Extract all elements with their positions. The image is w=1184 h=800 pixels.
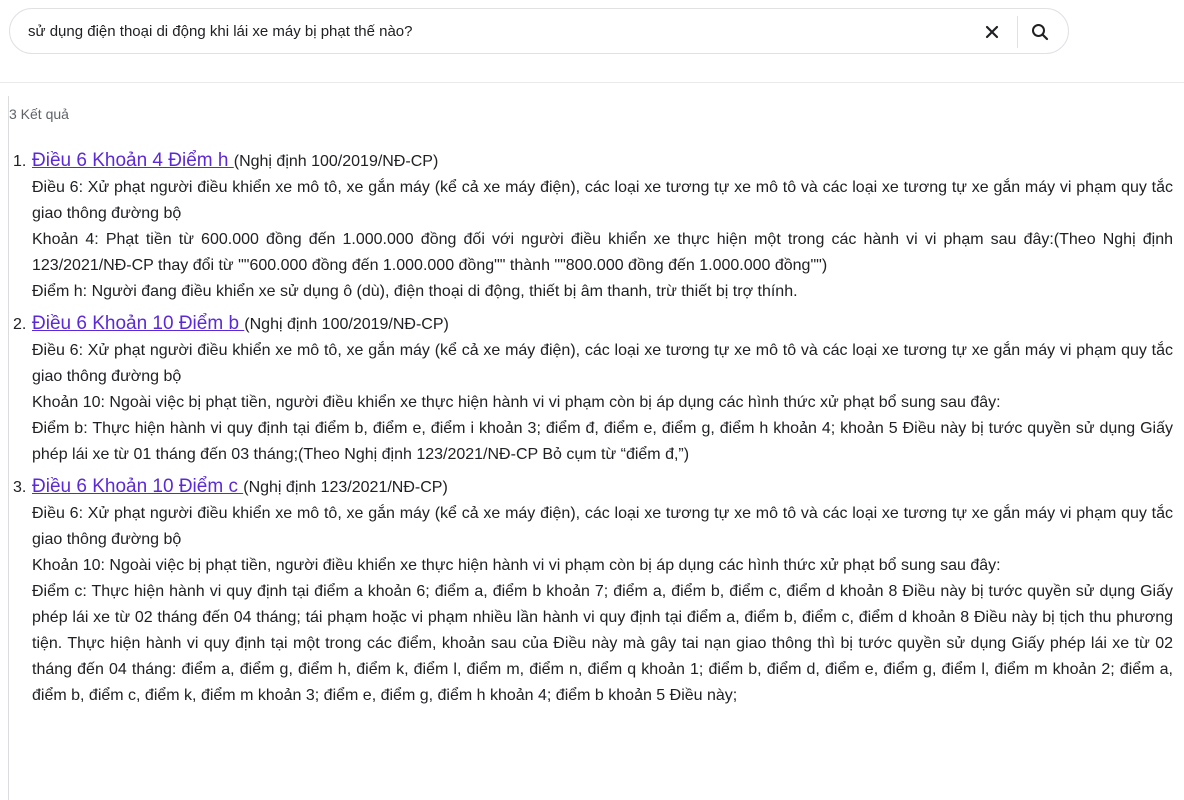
result-title-link[interactable]: Điều 6 Khoản 10 Điểm c (32, 476, 244, 497)
search-input[interactable] (28, 17, 928, 45)
result-header (32, 474, 1173, 501)
result-count: 3 Kết quả (9, 106, 69, 122)
search-bar-divider (1017, 16, 1018, 48)
content-left-border (8, 96, 9, 800)
search-button[interactable] (1026, 18, 1054, 46)
result-title-link[interactable]: Điều 6 Khoản 4 Điểm h (32, 150, 234, 171)
result-dieu-text: Điều 6: Xử phạt người điều khiển xe mô tô, xe gắn máy (kể cả xe máy điện), các loại xe tương tự xe mô tô và các loại xe tương tự xe gắn máy vi phạm quy tắc giao thông đường bộ (32, 505, 1173, 548)
result-body (32, 175, 1173, 305)
result-header (32, 148, 1173, 175)
result-item (13, 474, 1173, 709)
result-source: (Nghị định 100/2019/NĐ-CP) (244, 316, 449, 333)
result-dieu-text: Điều 6: Xử phạt người điều khiển xe mô tô, xe gắn máy (kể cả xe máy điện), các loại xe tương tự xe mô tô và các loại xe tương tự xe gắn máy vi phạm quy tắc giao thông đường bộ (32, 179, 1173, 222)
result-diem-text: Điểm c: Thực hiện hành vi quy định tại điểm a khoản 6; điểm a, điểm b khoản 7; điểm a, điểm b, điểm c, điểm d khoản 8 Điều này bị tước quyền sử dụng Giấy phép lái xe từ 02 tháng đến 04 tháng; tái phạm hoặc vi phạm nhiều lần hành vi quy định tại điểm a, điểm b, điểm c, điểm d khoản 8 Điều này bị tịch thu phương tiện. Thực hiện hành vi quy định tại một trong các điểm, khoản sau của Điều này mà gây tai nạn giao thông thì bị tước quyền sử dụng Giấy phép lái xe từ 02 tháng đến 04 tháng: điểm a, điểm g, điểm h, điểm k, điểm l, điểm m, điểm n, điểm q khoản 1; điểm b, điểm d, điểm e, điểm g, điểm l, điểm m khoản 2; điểm a, điểm b, điểm c, điểm k, điểm m khoản 3; điểm e, điểm g, điểm h khoản 4; điểm b khoản 5 Điều này; (32, 583, 1173, 704)
result-source: (Nghị định 123/2021/NĐ-CP) (243, 479, 448, 496)
search-bar (9, 8, 1069, 54)
result-body (32, 338, 1173, 468)
search-icon (1031, 23, 1049, 41)
result-diem-text: Điểm b: Thực hiện hành vi quy định tại điểm b, điểm e, điểm i khoản 3; điểm đ, điểm e, điểm g, điểm h khoản 4; khoản 5 Điều này bị tước quyền sử dụng Giấy phép lái xe từ 01 tháng đến 03 tháng;(Theo Nghị định 123/2021/NĐ-CP Bỏ cụm từ “điểm đ,”) (32, 420, 1173, 463)
header-divider (0, 82, 1184, 83)
result-item (13, 311, 1173, 468)
result-source: (Nghị định 100/2019/NĐ-CP) (233, 153, 439, 170)
result-khoan-text: Khoản 4: Phạt tiền từ 600.000 đồng đến 1.000.000 đồng đối với người điều khiển xe thực hiện một trong các hành vi vi phạm sau đây:(Theo Nghị định 123/2021/NĐ-CP thay đổi từ ""600.000 đồng đến 1.000.000 đồng"" thành ""800.000 đồng đến 1.000.000 đồng"") (32, 231, 1173, 274)
result-header (32, 311, 1173, 338)
close-icon (985, 25, 999, 39)
result-number: 3. (13, 479, 27, 496)
result-item (13, 148, 1173, 305)
result-dieu-text: Điều 6: Xử phạt người điều khiển xe mô tô, xe gắn máy (kể cả xe máy điện), các loại xe tương tự xe mô tô và các loại xe tương tự xe gắn máy vi phạm quy tắc giao thông đường bộ (32, 342, 1173, 385)
result-number: 1. (13, 153, 27, 170)
results-list (13, 148, 1173, 715)
clear-button[interactable] (978, 18, 1006, 46)
result-title-link[interactable]: Điều 6 Khoản 10 Điểm b (32, 313, 245, 334)
result-number: 2. (13, 316, 27, 333)
result-body (32, 501, 1173, 709)
result-diem-text: Điểm h: Người đang điều khiển xe sử dụng ô (dù), điện thoại di động, thiết bị âm thanh, trừ thiết bị trợ thính. (32, 283, 798, 300)
result-khoan-text: Khoản 10: Ngoài việc bị phạt tiền, người điều khiển xe thực hiện hành vi vi phạm còn bị áp dụng các hình thức xử phạt bổ sung sau đây: (32, 557, 1001, 574)
result-khoan-text: Khoản 10: Ngoài việc bị phạt tiền, người điều khiển xe thực hiện hành vi vi phạm còn bị áp dụng các hình thức xử phạt bổ sung sau đây: (32, 394, 1001, 411)
